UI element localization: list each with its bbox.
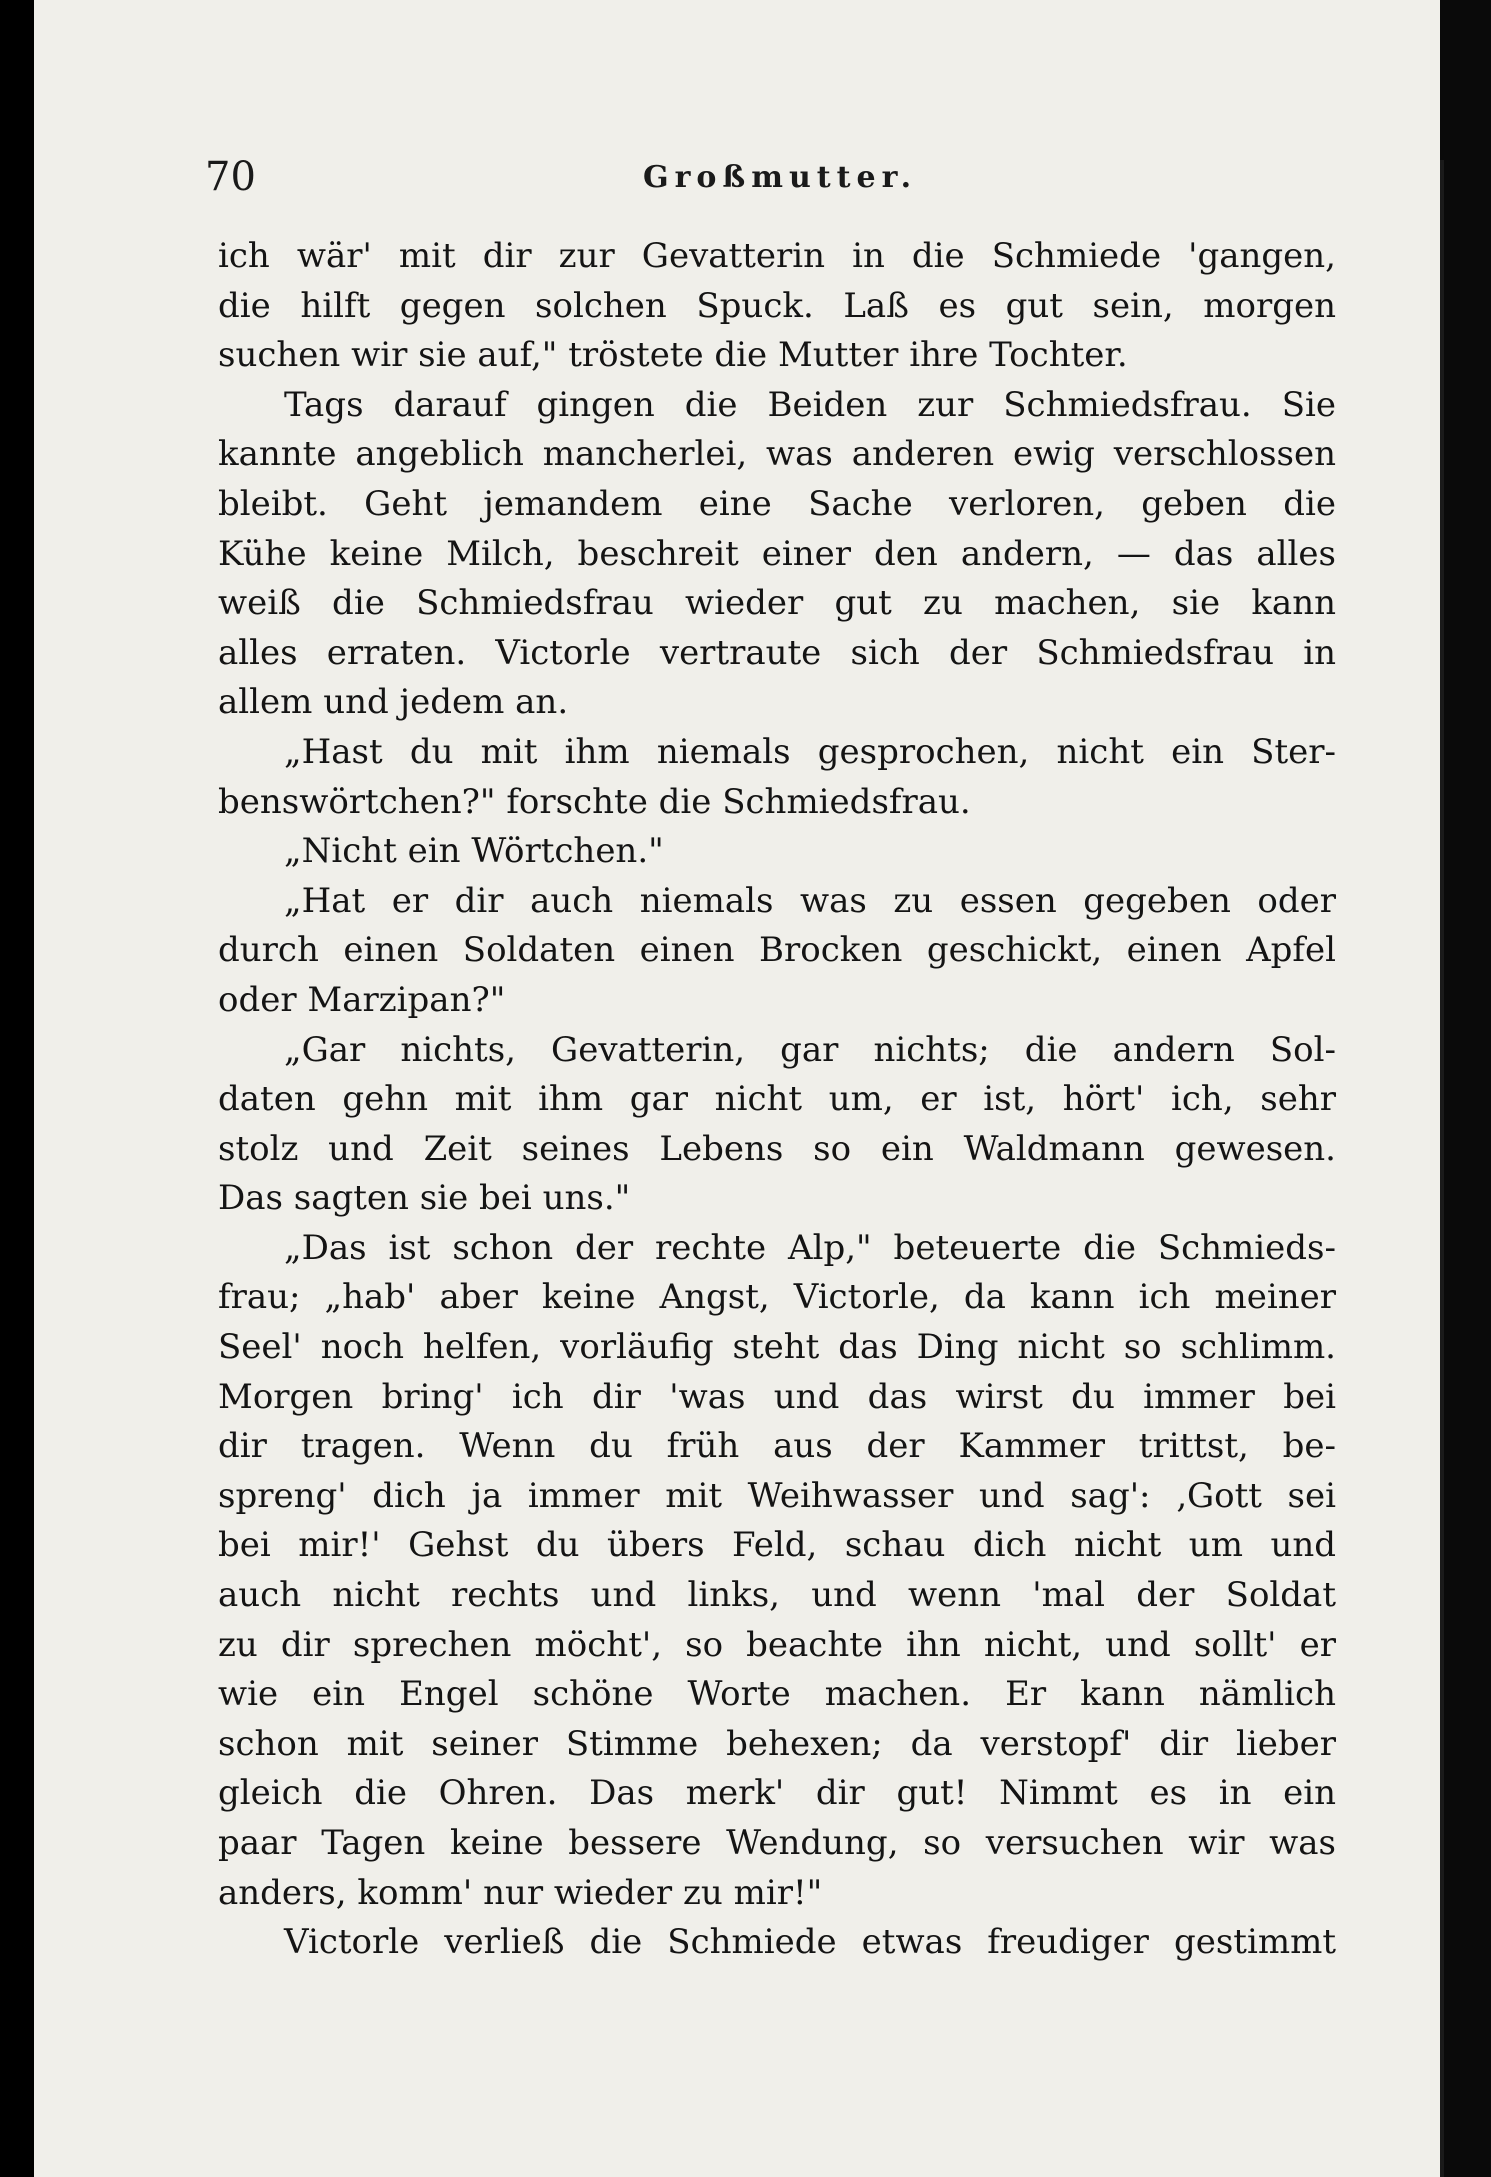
text-line: stolz und Zeit seines Lebens so ein Waldmann gewesen. (218, 1128, 1336, 1169)
page-header (205, 152, 1335, 202)
text-line: suchen wir sie auf," tröstete die Mutter ihre Tochter. (218, 335, 1128, 376)
text-line: daten gehn mit ihm gar nicht um, er ist, hört' ich, sehr (218, 1079, 1336, 1120)
text-line: „Das ist schon der rechte Alp," beteuerte die Schmieds- (284, 1227, 1336, 1268)
text-line: ich wär' mit dir zur Gevatterin in die Schmiede 'gangen, (218, 236, 1336, 276)
text-line: alles erraten. Victorle vertraute sich der Schmiedsfrau in (218, 632, 1336, 673)
text-line: bei mir!' Gehst du übers Feld, schau dich nicht um und (218, 1525, 1336, 1566)
text-line: frau; „hab' aber keine Angst, Victorle, da kann ich meiner (218, 1277, 1336, 1318)
text-line: dir tragen. Wenn du früh aus der Kammer trittst, be- (218, 1426, 1336, 1467)
text-line: „Hat er dir auch niemals was zu essen gegeben oder (284, 880, 1336, 921)
text-line: allem und jedem an. (218, 682, 569, 723)
page-number: 70 (205, 154, 256, 200)
text-line: paar Tagen keine bessere Wendung, so versuchen wir was (218, 1823, 1336, 1863)
text-line: anders, komm' nur wieder zu mir!" (218, 1872, 823, 1913)
text-line: Victorle verließ die Schmiede etwas freudiger gestimmt (284, 1922, 1336, 1963)
text-line: benswörtchen?" forschte die Schmiedsfrau. (218, 781, 971, 822)
text-line: Morgen bring' ich dir 'was und das wirst du immer bei (218, 1376, 1336, 1417)
text-line: bleibt. Geht jemandem eine Sache verloren, geben die (218, 483, 1336, 524)
text-line: Kühe keine Milch, beschreit einer den andern, — das alles (218, 533, 1336, 574)
text-line: „Gar nichts, Gevatterin, gar nichts; die andern Sol- (284, 1029, 1336, 1070)
text-line: wie ein Engel schöne Worte machen. Er kann nämlich (218, 1674, 1336, 1715)
text-line: oder Marzipan?" (218, 979, 506, 1020)
text-line: Das sagten sie bei uns." (218, 1178, 631, 1219)
text-line: Seel' noch helfen, vorläufig steht das Ding nicht so schlimm. (218, 1327, 1336, 1368)
running-head: Großmutter. (643, 160, 918, 195)
text-line: weiß die Schmiedsfrau wieder gut zu machen, sie kann (218, 583, 1336, 624)
text-line: kannte angeblich mancherlei, was anderen ewig verschlossen (218, 434, 1336, 475)
text-line: zu dir sprechen möcht', so beachte ihn nicht, und sollt' er (218, 1624, 1336, 1665)
text-line: die hilft gegen solchen Spuck. Laß es gut sein, morgen (218, 285, 1336, 326)
text-line: auch nicht rechts und links, und wenn 'mal der Soldat (218, 1575, 1336, 1616)
text-line: durch einen Soldaten einen Brocken geschickt, einen Apfel (218, 930, 1336, 971)
page-edge-shadow (1440, 0, 1491, 2177)
text-line: schon mit seiner Stimme behexen; da verstopf' dir lieber (218, 1723, 1336, 1764)
body-text (218, 232, 1336, 1968)
text-line: „Nicht ein Wörtchen." (284, 831, 664, 872)
text-line: gleich die Ohren. Das merk' dir gut! Nimmt es in ein (218, 1773, 1336, 1814)
text-line: spreng' dich ja immer mit Weihwasser und sag': ‚Gott sei (218, 1475, 1336, 1516)
binding-line (1440, 160, 1444, 2177)
text-line: „Hast du mit ihm niemals gesprochen, nicht ein Ster- (284, 731, 1336, 772)
text-line: Tags darauf gingen die Beiden zur Schmiedsfrau. Sie (284, 384, 1336, 425)
